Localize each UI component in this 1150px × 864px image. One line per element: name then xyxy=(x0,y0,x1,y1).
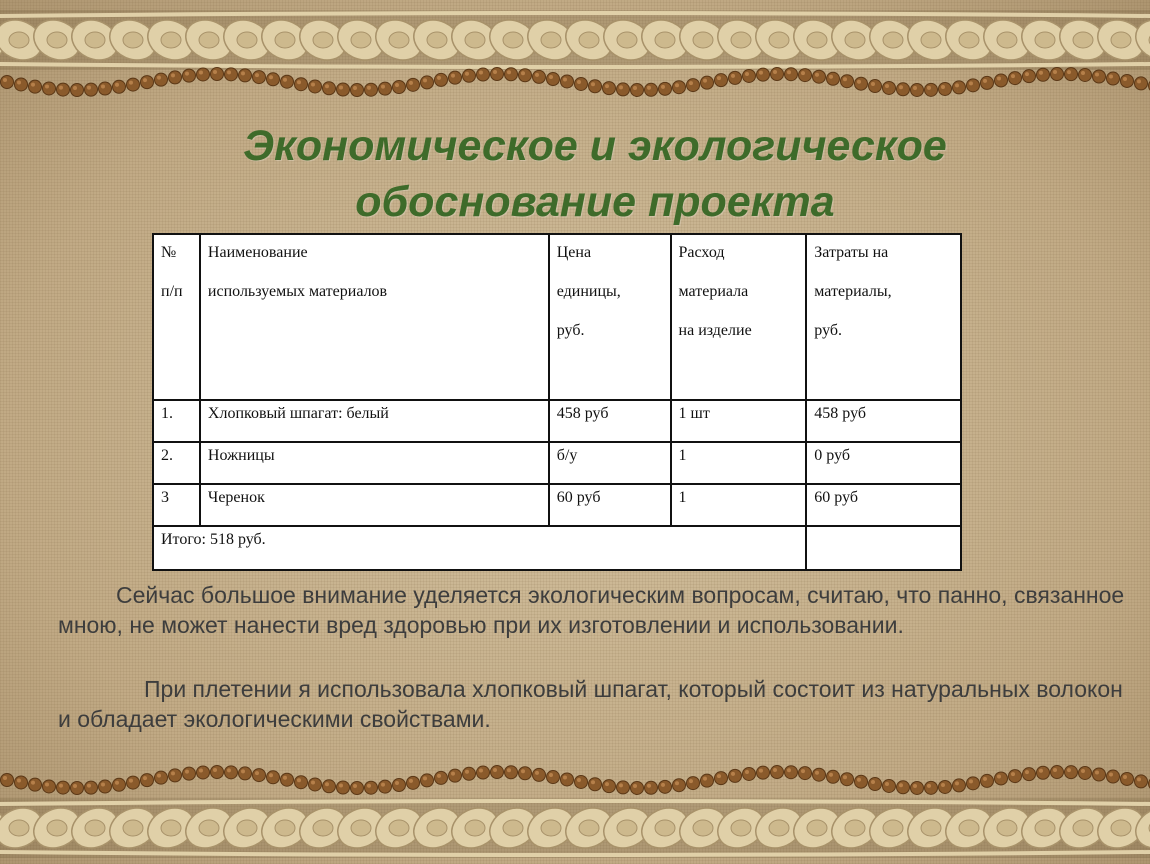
header-cost: Затраты на материалы, руб. xyxy=(806,234,961,400)
cell-name: Ножницы xyxy=(200,442,549,484)
lace-ornament xyxy=(0,0,1150,110)
lace-ornament xyxy=(0,748,1150,864)
lace-border-bottom xyxy=(0,748,1150,864)
cell-cost: 60 руб xyxy=(806,484,961,526)
table-row xyxy=(153,442,961,484)
table-total-row xyxy=(153,526,961,570)
table-row xyxy=(153,484,961,526)
cell-cost: 0 руб xyxy=(806,442,961,484)
cell-num: 2. xyxy=(153,442,200,484)
cell-name: Хлопковый шпагат: белый xyxy=(200,400,549,442)
table-row xyxy=(153,400,961,442)
total-cell: Итого: 518 руб. xyxy=(153,526,806,570)
cell-usage: 1 xyxy=(671,442,807,484)
cell-price: 60 руб xyxy=(549,484,671,526)
header-num: № п/п xyxy=(153,234,200,400)
header-usage: Расход материала на изделие xyxy=(671,234,807,400)
cell-price: б/у xyxy=(549,442,671,484)
title-line-1: Экономическое и экологическое xyxy=(243,122,947,170)
cell-name: Черенок xyxy=(200,484,549,526)
cell-num: 1. xyxy=(153,400,200,442)
header-name: Наименование используемых материалов xyxy=(200,234,549,400)
cell-usage: 1 шт xyxy=(671,400,807,442)
total-empty-cell xyxy=(806,526,961,570)
paragraph-ecology: Сейчас большое внимание уделяется экологическим вопросам, считаю, что панно, связанное мною, не может нанести вред здоровью при их изготовлении и использовании. xyxy=(58,582,1125,638)
table-header-row xyxy=(153,234,961,400)
lace-border-top xyxy=(0,0,1150,110)
cell-cost: 458 руб xyxy=(806,400,961,442)
title-line-2: обоснование проекта xyxy=(355,178,835,226)
cell-num: 3 xyxy=(153,484,200,526)
slide-title xyxy=(180,118,1010,230)
cell-usage: 1 xyxy=(671,484,807,526)
materials-table xyxy=(152,233,962,571)
paragraph-material: При плетении я использовала хлопковый шпагат, который состоит из натуральных волокон и обладает экологическими свойствами. xyxy=(58,676,1123,732)
cell-price: 458 руб xyxy=(549,400,671,442)
header-price: Цена единицы, руб. xyxy=(549,234,671,400)
